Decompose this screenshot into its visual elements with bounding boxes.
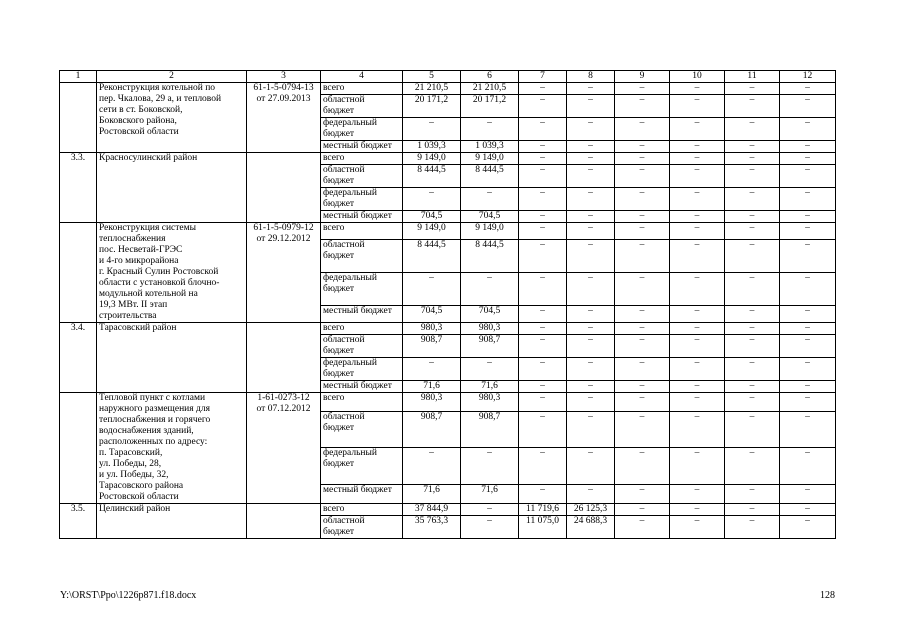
amount-cell: – [567, 358, 615, 381]
amount-cell: – [519, 240, 567, 273]
funding-source: федеральный бюджет [321, 272, 403, 305]
amount-cell: – [780, 335, 836, 358]
amount-cell: – [670, 95, 725, 118]
amount-cell: – [461, 448, 519, 484]
funding-source: всего [321, 393, 403, 412]
amount-cell: – [567, 272, 615, 305]
amount-cell: – [780, 448, 836, 484]
amount-cell: – [780, 188, 836, 211]
amount-cell: – [780, 240, 836, 273]
amount-cell: – [670, 393, 725, 412]
amount-cell: – [519, 118, 567, 141]
amount-cell: – [615, 153, 670, 165]
amount-cell: 908,7 [461, 412, 519, 448]
amount-cell: 908,7 [403, 335, 461, 358]
amount-cell: – [403, 358, 461, 381]
amount-cell: – [403, 118, 461, 141]
amount-cell: – [725, 335, 780, 358]
amount-cell: – [725, 118, 780, 141]
amount-cell: 9 149,0 [403, 153, 461, 165]
amount-cell: 11 719,6 [519, 504, 567, 516]
amount-cell: 704,5 [403, 211, 461, 223]
amount-cell: – [567, 223, 615, 240]
amount-cell: – [567, 211, 615, 223]
amount-cell: 1 039,3 [403, 141, 461, 153]
table-row [60, 393, 836, 412]
amount-cell: – [403, 448, 461, 484]
amount-cell: – [615, 272, 670, 305]
funding-source: областной бюджет [321, 165, 403, 188]
amount-cell: 9 149,0 [461, 153, 519, 165]
table-row [60, 223, 836, 240]
amount-cell: – [725, 381, 780, 393]
amount-cell: – [670, 211, 725, 223]
funding-source: областной бюджет [321, 412, 403, 448]
amount-cell: – [519, 305, 567, 322]
funding-source: областной бюджет [321, 95, 403, 118]
amount-cell: – [519, 83, 567, 95]
file-path: Y:\ORST\Ppo\1226p871.f18.docx [60, 590, 197, 601]
amount-cell: – [670, 358, 725, 381]
object-name: Целинский район [97, 504, 247, 539]
amount-cell: 37 844,9 [403, 504, 461, 516]
amount-cell: – [615, 223, 670, 240]
amount-cell: – [725, 223, 780, 240]
document-ref: 61-1-5-0979-12 от 29.12.2012 [247, 223, 321, 323]
col-header: 6 [461, 71, 519, 83]
col-header: 2 [97, 71, 247, 83]
amount-cell: – [519, 335, 567, 358]
amount-cell: – [567, 323, 615, 335]
amount-cell: – [519, 211, 567, 223]
col-header: 7 [519, 71, 567, 83]
item-number: 3.3. [60, 153, 97, 223]
amount-cell: – [519, 165, 567, 188]
amount-cell: – [567, 165, 615, 188]
amount-cell: – [670, 323, 725, 335]
amount-cell: – [725, 358, 780, 381]
funding-source: областной бюджет [321, 335, 403, 358]
amount-cell: – [670, 305, 725, 322]
amount-cell: – [780, 358, 836, 381]
col-header: 10 [670, 71, 725, 83]
col-header: 9 [615, 71, 670, 83]
amount-cell: – [780, 484, 836, 503]
amount-cell: 9 149,0 [403, 223, 461, 240]
amount-cell: 71,6 [403, 484, 461, 503]
amount-cell: – [567, 118, 615, 141]
amount-cell: – [567, 381, 615, 393]
amount-cell: – [615, 323, 670, 335]
funding-source: местный бюджет [321, 381, 403, 393]
funding-source: всего [321, 83, 403, 95]
item-number [60, 223, 97, 323]
amount-cell: – [670, 516, 725, 539]
object-name: Реконструкция котельной по пер. Чкалова, 29 а, и тепловой сети в ст. Боковской, Боковского района, Ростовской области [97, 83, 247, 153]
amount-cell: – [780, 165, 836, 188]
amount-cell: – [519, 188, 567, 211]
amount-cell: – [725, 211, 780, 223]
amount-cell: – [615, 211, 670, 223]
amount-cell: – [567, 240, 615, 273]
amount-cell: 8 444,5 [403, 165, 461, 188]
budget-table [59, 70, 836, 539]
amount-cell: 704,5 [403, 305, 461, 322]
amount-cell: – [780, 272, 836, 305]
amount-cell: – [615, 381, 670, 393]
amount-cell: – [725, 240, 780, 273]
amount-cell: – [780, 516, 836, 539]
document-ref [247, 504, 321, 539]
amount-cell: – [519, 484, 567, 503]
table-row [60, 83, 836, 95]
amount-cell: 908,7 [403, 412, 461, 448]
amount-cell: – [519, 393, 567, 412]
item-number [60, 83, 97, 153]
amount-cell: – [780, 504, 836, 516]
amount-cell: 21 210,5 [403, 83, 461, 95]
amount-cell: 9 149,0 [461, 223, 519, 240]
amount-cell: – [615, 393, 670, 412]
funding-source: областной бюджет [321, 240, 403, 273]
amount-cell: 980,3 [461, 323, 519, 335]
amount-cell: – [670, 118, 725, 141]
col-header: 11 [725, 71, 780, 83]
amount-cell: – [403, 272, 461, 305]
amount-cell: – [519, 448, 567, 484]
amount-cell: – [461, 118, 519, 141]
amount-cell: 980,3 [403, 393, 461, 412]
amount-cell: – [780, 412, 836, 448]
amount-cell: – [725, 305, 780, 322]
object-name: Красносулинский район [97, 153, 247, 223]
amount-cell: 11 075,0 [519, 516, 567, 539]
amount-cell: – [670, 504, 725, 516]
amount-cell: – [780, 118, 836, 141]
amount-cell: – [725, 83, 780, 95]
amount-cell: – [615, 188, 670, 211]
amount-cell: 20 171,2 [403, 95, 461, 118]
funding-source: федеральный бюджет [321, 118, 403, 141]
amount-cell: – [519, 153, 567, 165]
item-number [60, 393, 97, 504]
amount-cell: – [519, 223, 567, 240]
amount-cell: – [670, 240, 725, 273]
document-ref: 61-1-5-0794-13 от 27.09.2013 [247, 83, 321, 153]
amount-cell: 8 444,5 [403, 240, 461, 273]
funding-source: местный бюджет [321, 211, 403, 223]
funding-source: федеральный бюджет [321, 448, 403, 484]
amount-cell: – [725, 448, 780, 484]
amount-cell: – [615, 335, 670, 358]
amount-cell: – [780, 381, 836, 393]
col-header: 5 [403, 71, 461, 83]
amount-cell: 35 763,3 [403, 516, 461, 539]
amount-cell: – [725, 188, 780, 211]
amount-cell: – [567, 484, 615, 503]
amount-cell: – [670, 141, 725, 153]
amount-cell: – [567, 153, 615, 165]
amount-cell: – [725, 516, 780, 539]
amount-cell: 24 688,3 [567, 516, 615, 539]
amount-cell: – [725, 484, 780, 503]
document-ref [247, 153, 321, 223]
amount-cell: – [461, 516, 519, 539]
funding-source: федеральный бюджет [321, 188, 403, 211]
amount-cell: – [670, 412, 725, 448]
document-ref [247, 323, 321, 393]
amount-cell: – [567, 393, 615, 412]
amount-cell: – [519, 95, 567, 118]
amount-cell: – [461, 504, 519, 516]
funding-source: областной бюджет [321, 516, 403, 539]
amount-cell: 21 210,5 [461, 83, 519, 95]
object-name: Реконструкция системы теплоснабжения пос. Несветай-ГРЭС и 4-го микрорайона г. Красный Сулин Ростовской области с установкой блочно- модульной котельной на 19,3 МВт. II этап строительства [97, 223, 247, 323]
amount-cell: – [670, 335, 725, 358]
amount-cell: 71,6 [461, 381, 519, 393]
funding-source: местный бюджет [321, 141, 403, 153]
amount-cell: 20 171,2 [461, 95, 519, 118]
amount-cell: – [725, 141, 780, 153]
amount-cell: – [615, 504, 670, 516]
amount-cell: – [615, 240, 670, 273]
amount-cell: – [519, 323, 567, 335]
amount-cell: – [461, 272, 519, 305]
document-ref: 1-61-0273-12 от 07.12.2012 [247, 393, 321, 504]
page-number: 128 [820, 590, 835, 601]
amount-cell: – [615, 95, 670, 118]
amount-cell: – [670, 448, 725, 484]
amount-cell: – [670, 381, 725, 393]
amount-cell: – [567, 83, 615, 95]
amount-cell: – [670, 484, 725, 503]
amount-cell: – [725, 323, 780, 335]
amount-cell: – [780, 141, 836, 153]
col-header: 1 [60, 71, 97, 83]
amount-cell: – [780, 393, 836, 412]
amount-cell: 1 039,3 [461, 141, 519, 153]
amount-cell: – [461, 188, 519, 211]
amount-cell: – [670, 153, 725, 165]
item-number: 3.4. [60, 323, 97, 393]
col-header: 3 [247, 71, 321, 83]
amount-cell: 26 125,3 [567, 504, 615, 516]
amount-cell: 8 444,5 [461, 240, 519, 273]
col-header: 4 [321, 71, 403, 83]
amount-cell: – [670, 165, 725, 188]
funding-source: всего [321, 504, 403, 516]
amount-cell: – [615, 83, 670, 95]
amount-cell: – [725, 165, 780, 188]
amount-cell: – [725, 153, 780, 165]
table-row [60, 323, 836, 335]
amount-cell: 980,3 [461, 393, 519, 412]
col-header: 8 [567, 71, 615, 83]
amount-cell: – [615, 118, 670, 141]
amount-cell: – [780, 153, 836, 165]
amount-cell: – [519, 141, 567, 153]
column-number-row [60, 71, 836, 83]
amount-cell: – [567, 412, 615, 448]
amount-cell: – [567, 448, 615, 484]
amount-cell: – [567, 95, 615, 118]
amount-cell: – [780, 223, 836, 240]
amount-cell: – [615, 305, 670, 322]
object-name: Тепловой пункт с котлами наружного размещения для теплоснабжения и горячего водоснабжения зданий, расположенных по адресу: п. Тарасовский, ул. Победы, 28, и ул. Победы, 32, Тарасовского района Ростовской области [97, 393, 247, 504]
funding-source: местный бюджет [321, 305, 403, 322]
amount-cell: – [670, 83, 725, 95]
amount-cell: – [780, 305, 836, 322]
amount-cell: – [615, 165, 670, 188]
amount-cell: – [567, 335, 615, 358]
amount-cell: – [780, 211, 836, 223]
amount-cell: – [519, 358, 567, 381]
amount-cell: – [725, 95, 780, 118]
amount-cell: 704,5 [461, 305, 519, 322]
amount-cell: 704,5 [461, 211, 519, 223]
amount-cell: – [615, 484, 670, 503]
amount-cell: – [615, 516, 670, 539]
amount-cell: – [670, 188, 725, 211]
amount-cell: – [780, 83, 836, 95]
amount-cell: – [725, 412, 780, 448]
amount-cell: – [780, 95, 836, 118]
amount-cell: – [725, 504, 780, 516]
amount-cell: 71,6 [403, 381, 461, 393]
amount-cell: – [670, 272, 725, 305]
amount-cell: 908,7 [461, 335, 519, 358]
table-row [60, 153, 836, 165]
amount-cell: – [780, 323, 836, 335]
amount-cell: – [615, 141, 670, 153]
amount-cell: – [519, 381, 567, 393]
amount-cell: – [403, 188, 461, 211]
table-row [60, 504, 836, 516]
funding-source: всего [321, 153, 403, 165]
amount-cell: – [519, 412, 567, 448]
amount-cell: – [461, 358, 519, 381]
amount-cell: 8 444,5 [461, 165, 519, 188]
funding-source: всего [321, 223, 403, 240]
funding-source: федеральный бюджет [321, 358, 403, 381]
amount-cell: – [567, 141, 615, 153]
amount-cell: – [615, 358, 670, 381]
amount-cell: – [615, 448, 670, 484]
amount-cell: 980,3 [403, 323, 461, 335]
amount-cell: – [567, 188, 615, 211]
amount-cell: – [725, 393, 780, 412]
funding-source: всего [321, 323, 403, 335]
amount-cell: – [615, 412, 670, 448]
amount-cell: – [519, 272, 567, 305]
col-header: 12 [780, 71, 836, 83]
amount-cell: – [725, 272, 780, 305]
item-number: 3.5. [60, 504, 97, 539]
object-name: Тарасовский район [97, 323, 247, 393]
amount-cell: – [567, 305, 615, 322]
table-body [60, 83, 836, 539]
amount-cell: 71,6 [461, 484, 519, 503]
funding-source: местный бюджет [321, 484, 403, 503]
amount-cell: – [670, 223, 725, 240]
